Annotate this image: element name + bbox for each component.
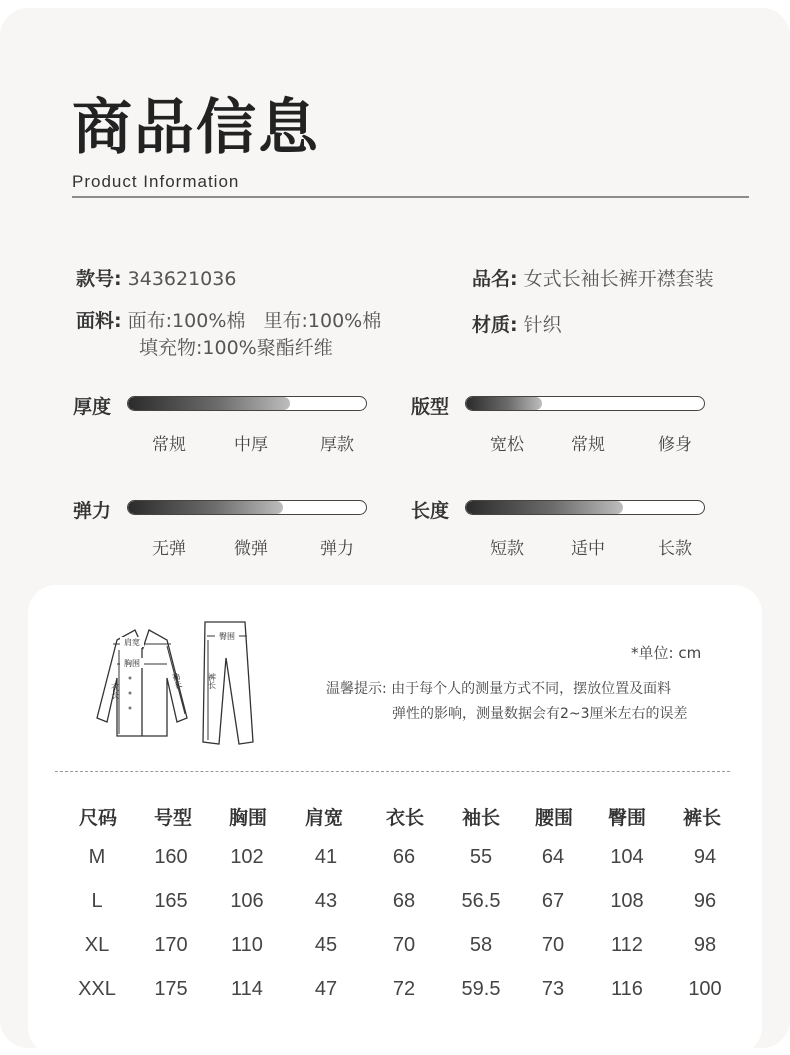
fit-tick: 修身 — [658, 435, 692, 455]
table-cell: 96 — [693, 890, 717, 912]
elasticity-bar-fill — [128, 501, 283, 514]
unit-note: *单位: cm — [631, 644, 702, 662]
table-cell: 112 — [611, 934, 643, 956]
title-divider — [72, 196, 749, 198]
product-name — [472, 264, 714, 291]
table-cell: 58 — [469, 934, 493, 956]
style-number-value: 343621036 — [127, 268, 237, 290]
page-title: 商品信息 — [72, 93, 320, 163]
length-label: 长度 — [411, 500, 450, 522]
col-header-shoulder: 肩宽 — [304, 807, 343, 829]
page-subtitle: Product Information — [72, 172, 240, 191]
table-cell: 108 — [610, 890, 644, 912]
table-cell: 55 — [469, 846, 493, 868]
table-cell: 114 — [231, 978, 263, 1000]
elasticity-tick: 微弹 — [234, 539, 268, 559]
elasticity-tick: 无弹 — [152, 539, 186, 559]
fit-bar-fill — [466, 397, 542, 410]
top-length-label: 衣长 — [110, 683, 120, 699]
hip-label: 臀围 — [219, 632, 235, 641]
table-cell: 73 — [541, 978, 565, 1000]
fabric — [76, 306, 381, 333]
table-cell: 43 — [314, 890, 338, 912]
col-header-chest: 胸围 — [228, 807, 267, 829]
thickness-tick: 厚款 — [320, 435, 354, 455]
thickness-label: 厚度 — [73, 396, 112, 418]
col-header-sleeve: 袖长 — [461, 807, 500, 829]
table-cell: XL — [84, 934, 110, 956]
style-number — [76, 264, 236, 291]
col-header-waist: 腰围 — [534, 807, 573, 829]
table-cell: 160 — [154, 846, 188, 868]
col-header-pants-length: 裤长 — [682, 807, 721, 829]
thickness-tick: 常规 — [152, 435, 186, 455]
product-name-value: 女式长袖长裤开襟套装 — [523, 268, 714, 290]
thickness-tick: 中厚 — [234, 435, 268, 455]
table-cell: 56.5 — [461, 890, 501, 912]
pants-length-label: 裤长 — [207, 673, 217, 689]
measurement-tip-line1: 温馨提示: 由于每个人的测量方式不同，摆放位置及面料 — [326, 681, 672, 697]
length-tick: 短款 — [490, 539, 524, 559]
table-cell: 72 — [392, 978, 416, 1000]
col-header-hip: 臀围 — [607, 807, 646, 829]
thickness-bar — [127, 396, 367, 411]
material — [472, 310, 562, 337]
col-header-model: 号型 — [153, 807, 192, 829]
table-cell: 47 — [314, 978, 338, 1000]
thickness-bar-fill — [128, 397, 290, 410]
length-bar — [465, 500, 705, 515]
length-tick: 长款 — [658, 539, 692, 559]
table-cell: 94 — [693, 846, 717, 868]
shirt-buttons — [129, 677, 132, 710]
table-cell: 64 — [541, 846, 565, 868]
fabric-value-line2: 填充物:100%聚酯纤维 — [139, 337, 333, 359]
style-number-label: 款号: — [76, 268, 122, 290]
table-cell: 70 — [541, 934, 565, 956]
table-cell: 68 — [392, 890, 416, 912]
table-cell: 170 — [154, 934, 188, 956]
chest-label: 胸围 — [124, 659, 140, 668]
table-cell: 165 — [154, 890, 188, 912]
fit-tick: 常规 — [571, 435, 605, 455]
fabric-label: 面料: — [76, 310, 122, 332]
length-bar-fill — [466, 501, 623, 514]
table-cell: 175 — [154, 978, 188, 1000]
table-cell: 104 — [610, 846, 644, 868]
fit-label: 版型 — [411, 396, 450, 418]
table-cell: 41 — [314, 846, 338, 868]
elasticity-tick: 弹力 — [320, 539, 354, 559]
table-cell: 59.5 — [461, 978, 501, 1000]
table-cell: 116 — [611, 978, 643, 1000]
table-cell: 102 — [230, 846, 264, 868]
table-cell: M — [88, 846, 106, 868]
shoulder-width-label: 肩宽 — [124, 638, 140, 647]
elasticity-label: 弹力 — [73, 500, 112, 522]
table-cell: 98 — [693, 934, 717, 956]
dashed-divider — [55, 771, 730, 772]
product-name-label: 品名: — [472, 268, 518, 290]
sleeve-length-label: 袖长 — [170, 671, 184, 690]
col-header-top-length: 衣长 — [385, 807, 424, 829]
material-value: 针织 — [523, 314, 562, 336]
col-header-size: 尺码 — [78, 807, 117, 829]
measurement-tip-line2: 弹性的影响，测量数据会有2~3厘米左右的误差 — [392, 706, 688, 722]
fabric-filling — [139, 333, 333, 360]
table-cell: 67 — [541, 890, 565, 912]
table-cell: L — [91, 890, 103, 912]
table-cell: 70 — [392, 934, 416, 956]
measurement-diagram — [95, 618, 275, 750]
fabric-value-line1: 面布:100%棉 里布:100%棉 — [127, 310, 382, 332]
material-label: 材质: — [472, 314, 518, 336]
table-cell: 106 — [230, 890, 264, 912]
fit-bar — [465, 396, 705, 411]
table-cell: XXL — [78, 978, 116, 1000]
fit-tick: 宽松 — [490, 435, 524, 455]
length-tick: 适中 — [571, 539, 605, 559]
elasticity-bar — [127, 500, 367, 515]
table-cell: 110 — [231, 934, 263, 956]
table-cell: 45 — [314, 934, 338, 956]
table-cell: 66 — [392, 846, 416, 868]
table-cell: 100 — [688, 978, 722, 1000]
